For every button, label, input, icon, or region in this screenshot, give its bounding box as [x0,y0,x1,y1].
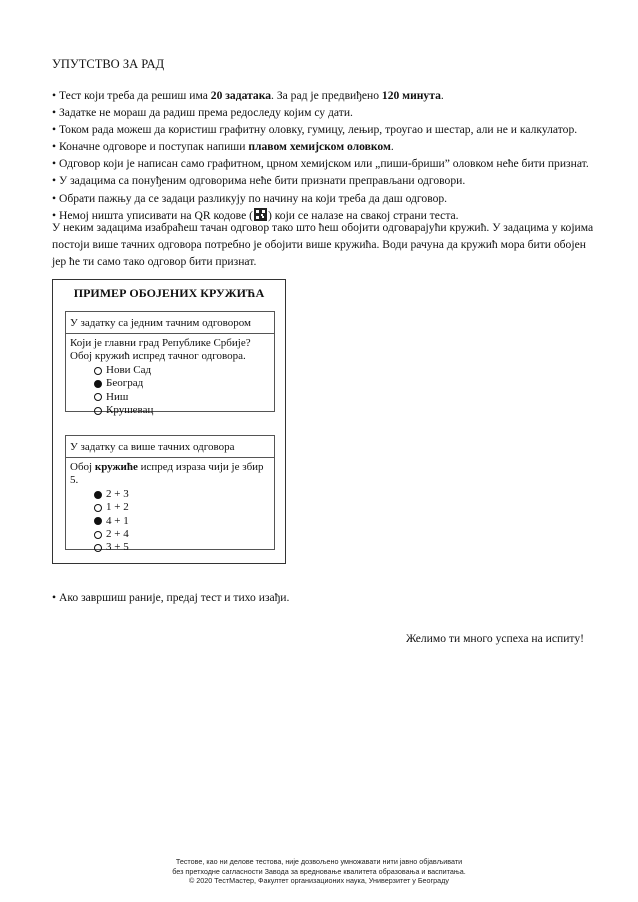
single-answer-example [65,311,275,417]
example-box [52,279,286,564]
answer-option: Крушевац [70,404,270,417]
multi-answer-example [65,435,275,554]
single-instruction: Обој кружић испред тачног одговора. [70,350,246,363]
single-question: Који је главни град Републике Србије? [70,337,251,349]
rule-6: • У задацима са понуђеним одговорима неће бити признати преправљани одговори. [52,174,466,188]
example-title: ПРИМЕР ОБОЈЕНИХ КРУЖИЋА [73,286,265,300]
copyright-footer: Тестове, као ни делове тестова, није дозвољено умножавати нити јавно објављивати без претходне сагласности Завода за вредновање квалитета образовања и васпитања. © 2020 ТестМастер, Факултет организационих наука, Универзитет у Београду [172,857,466,886]
multi-answer-header: У задатку са више тачних одговора [66,436,274,458]
rule-8: • Немој ништа уписивати на QR кодове ( ) који се налазе на свакој страни теста. [52,208,459,222]
answer-option: Нови Сад [70,364,270,377]
answer-option: 2 + 3 [70,488,270,501]
page-title: УПУТСТВО ЗА РАД [52,57,165,71]
circle-icon [94,504,102,512]
circle-icon [94,393,102,401]
filled-circle-icon [94,491,102,499]
finish-instruction: • Ако завршиш раније, предај тест и тихо изађи. [52,591,290,604]
filled-circle-icon [94,517,102,525]
circle-icon [94,531,102,539]
answer-option: Ниш [70,391,270,404]
answer-option: 1 + 2 [70,501,270,514]
answer-option: 3 + 5 [70,541,270,554]
good-luck-message: Желимо ти много успеха на испиту! [405,632,584,645]
rule-1: • Тест који треба да решиш има 20 задатака. За рад је предвиђено 120 минута. [52,89,444,102]
circle-icon [94,407,102,415]
multi-instruction: Обој кружиће испред израза чији је збир 5. [70,461,264,487]
rule-4: • Коначне одговоре и поступак напиши плавом хемијском оловком. [52,140,394,154]
answer-option: 2 + 4 [70,528,270,541]
rule-7: • Обрати пажњу да се задаци разликују по начину на који треба да даш одговор. [52,191,448,205]
rule-5: • Одговор који је написан само графитном, црном хемијском или „пиши-бриши” оловком неће бити признат. [52,157,589,171]
circle-icon [94,544,102,552]
circle-icon [94,367,102,375]
single-answer-header: У задатку са једним тачним одговором [66,312,274,334]
coloring-paragraph: У неким задацима изабраћеш тачан одговор тако што ћеш обојити одговарајући кружић. У задацима у којима постоји више тачних одговора потребно је обојити више кружића. Води рачуна да кружић мора бити обојен јер ће ти само тако одговор бити признат. [52,221,594,268]
answer-option: 4 + 1 [70,515,270,528]
answer-option: Београд [70,377,270,390]
filled-circle-icon [94,380,102,388]
rule-2: • Задатке не мораш да радиш према редоследу којим су дати. [52,106,353,120]
rule-3: • Током рада можеш да користиш графитну оловку, гумицу, лењир, троугао и шестар, али не и калкулатор. [52,123,578,137]
instructions-list [52,87,612,224]
